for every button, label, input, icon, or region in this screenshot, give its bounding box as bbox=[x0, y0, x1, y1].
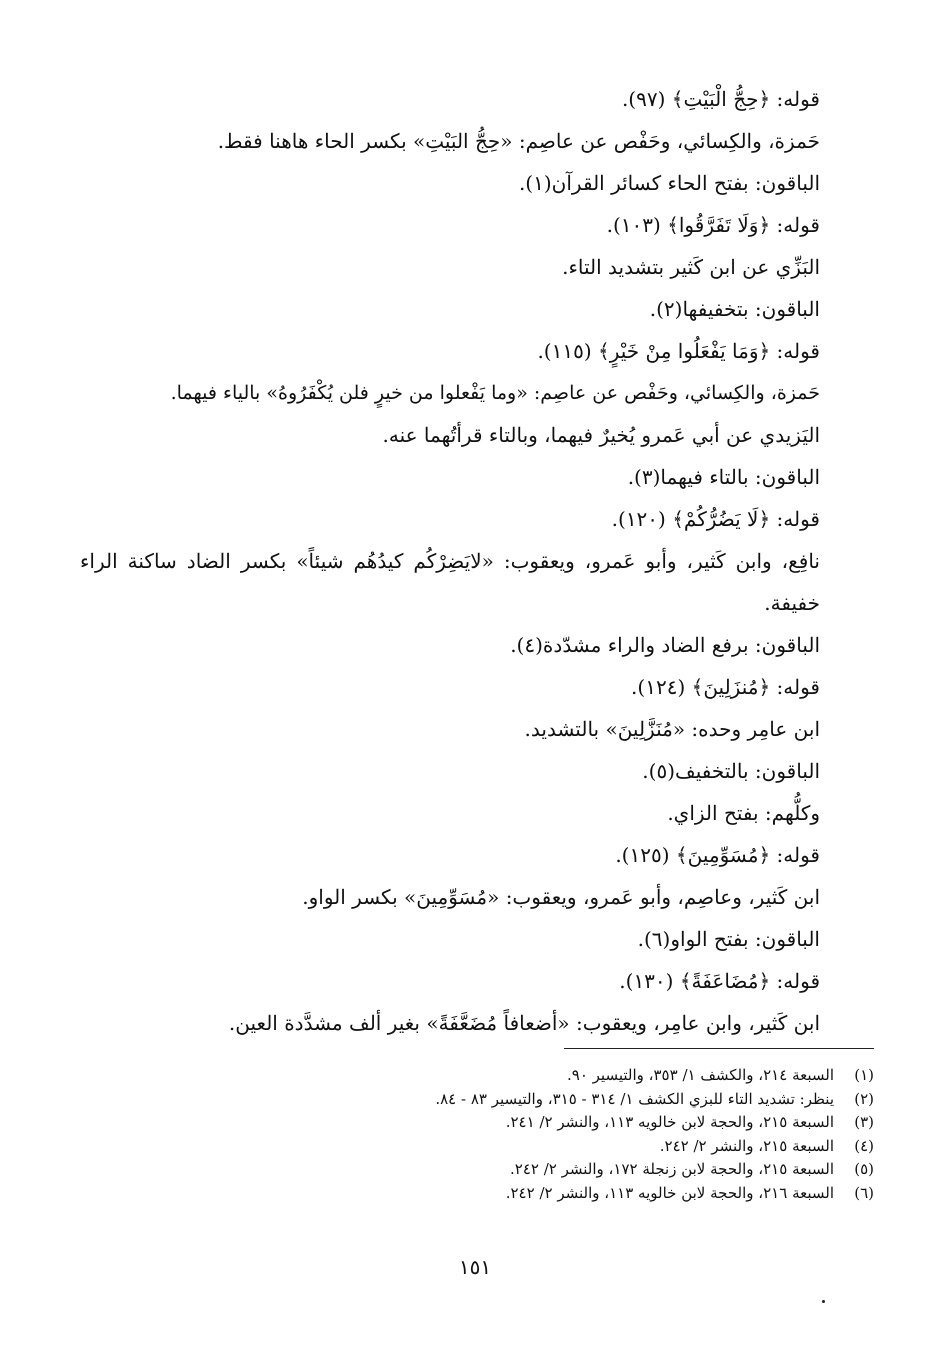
text-line: الباقون: برفع الضاد والراء مشدّدة(٤). bbox=[510, 633, 820, 657]
footnote-number: (٥) bbox=[854, 1160, 874, 1178]
footnote bbox=[314, 1182, 874, 1206]
text-line: قوله: ﴿مُنزَلِينَ﴾ (١٢٤). bbox=[631, 675, 820, 699]
speck-mark bbox=[822, 1300, 825, 1303]
footnote bbox=[314, 1088, 874, 1112]
text-line: قوله: ﴿حِجُّ الْبَيْتِ﴾ (٩٧). bbox=[621, 87, 820, 111]
text-line: الباقون: بفتح الحاء كسائر القرآن(١). bbox=[518, 171, 820, 195]
footnote-text: السبعة ٢١٤، والكشف ١/ ٣٥٣، والتيسير ٩٠. bbox=[566, 1066, 834, 1084]
text-line: الباقون: بفتح الواو(٦). bbox=[637, 927, 820, 951]
text-line: قوله: ﴿مُسَوِّمِينَ﴾ (١٢٥). bbox=[615, 843, 820, 867]
footnote-text: ينظر: تشديد التاء للبزي الكشف ١/ ٣١٤ - ٣١٥، والتيسير ٨٣ - ٨٤. bbox=[435, 1089, 834, 1108]
text-line: البَزِّي عن ابن كَثير بتشديد التاء. bbox=[562, 255, 820, 279]
text-line: قوله: ﴿وَمَا يَفْعَلُوا مِنْ خَيْرٍ﴾ (١١٥). bbox=[537, 339, 820, 363]
footnote-number: (٦) bbox=[854, 1183, 874, 1202]
text-line: الباقون: بالتاء فيهما(٣). bbox=[627, 465, 820, 489]
text-line: قوله: ﴿لَا يَضُرُّكُمْ﴾ (١٢٠). bbox=[611, 507, 820, 531]
main-text bbox=[80, 78, 820, 1044]
footnote bbox=[314, 1135, 874, 1159]
text-line: الباقون: بالتخفيف(٥). bbox=[642, 759, 820, 783]
footnote-text: السبعة ٢١٥، والحجة لابن زنجلة ١٧٢، والنشر ٢/ ٢٤٢. bbox=[510, 1160, 834, 1178]
footnote-divider bbox=[564, 1048, 874, 1049]
footnote-number: (٤) bbox=[854, 1136, 874, 1155]
footnote bbox=[314, 1064, 874, 1088]
text-line: ابن كَثير، وعاصِم، وأبو عَمرو، ويعقوب: «مُسَوِّمِينَ» بكسر الواو. bbox=[302, 885, 820, 909]
text-line: الباقون: بتخفيفها(٢). bbox=[649, 297, 820, 321]
text-line: اليَزيدي عن أبي عَمرو يُخيرٌ فيهما، وبالتاء قرأتُهما عنه. bbox=[382, 423, 820, 447]
text-line: وكلُّهم: بفتح الزاي. bbox=[667, 801, 820, 825]
footnote-number: (٢) bbox=[854, 1089, 874, 1108]
footnote-text: السبعة ٢١٦، والحجة لابن خالويه ١١٣، والنشر ٢/ ٢٤٢. bbox=[505, 1183, 834, 1202]
text-line: حَمزة، والكِسائي، وحَفْص عن عاصِم: «حِجُّ البَيْتِ» بكسر الحاء هاهنا فقط. bbox=[217, 129, 820, 153]
text-line: نافِع، وابن كَثير، وأبو عَمرو، ويعقوب: «لايَضِرْكُم كيدُهُم شيئاً» بكسر الضاد ساكنة الراء خفيفة. bbox=[80, 549, 820, 615]
footnote-text: السبعة ٢١٥، والحجة لابن خالويه ١١٣، والنشر ٢/ ٢٤١. bbox=[505, 1113, 834, 1131]
page-number: ١٥١ bbox=[458, 1255, 492, 1279]
text-line: قوله: ﴿وَلَا تَفَرَّقُوا﴾ (١٠٣). bbox=[606, 213, 820, 237]
text-line: قوله: ﴿مُضَاعَفَةً﴾ (١٣٠). bbox=[619, 969, 820, 993]
footnote-number: (٣) bbox=[854, 1113, 874, 1131]
text-line: حَمزة، والكِسائي، وحَفْص عن عاصِم: «وما يَفْعلوا من خيرٍ فلن يُكْفَرُوهُ» بالياء فيهما. bbox=[170, 382, 820, 404]
footnote bbox=[314, 1111, 874, 1135]
text-line: ابن كَثير، وابن عامِر، ويعقوب: «أضعافاً مُضَعَّفَةً» بغير ألف مشدَّدة العين. bbox=[228, 1011, 820, 1035]
footnote bbox=[314, 1158, 874, 1182]
footnote-text: السبعة ٢١٥، والنشر ٢/ ٢٤٢. bbox=[659, 1136, 834, 1155]
footnote-number: (١) bbox=[854, 1066, 874, 1084]
text-line: ابن عامِر وحده: «مُنَزَّلِينَ» بالتشديد. bbox=[524, 717, 820, 741]
footnotes bbox=[314, 1064, 874, 1205]
